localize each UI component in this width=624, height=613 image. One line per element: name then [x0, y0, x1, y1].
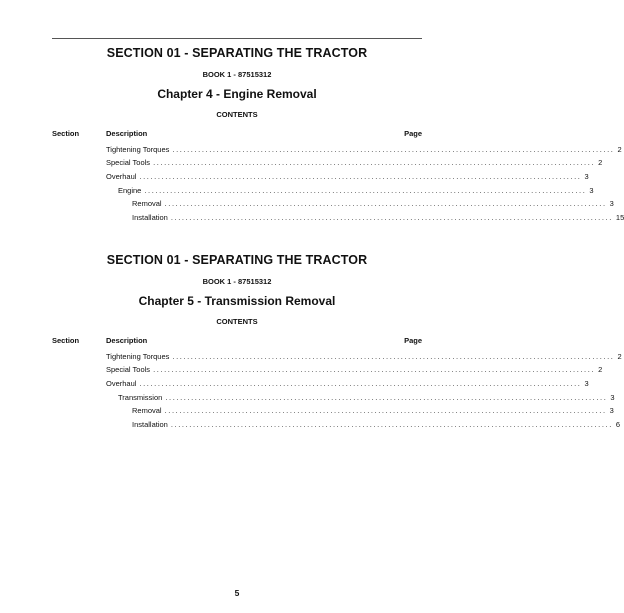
section-title: SECTION 01 - SEPARATING THE TRACTOR — [106, 253, 368, 267]
toc-entry — [52, 140, 622, 154]
dot-leader: ........................................................................................................................ — [153, 365, 596, 375]
toc-entry-page: 2 — [598, 365, 603, 375]
toc-entry — [52, 361, 603, 375]
toc-header — [52, 129, 422, 139]
toc-entry — [52, 388, 615, 402]
dot-leader: ........................................................................................................................ — [172, 144, 615, 154]
header-page: Page — [404, 336, 422, 345]
toc-entry-page: 6 — [615, 420, 621, 430]
dot-leader: ........................................................................................................................ — [139, 379, 582, 389]
toc-block-chapter-4 — [52, 46, 624, 223]
toc-entry-label: Overhaul — [106, 379, 137, 389]
toc-entry-page: 3 — [610, 392, 615, 402]
dot-leader: ........................................................................................................................ — [139, 172, 582, 182]
toc-entry-label: Removal — [132, 199, 162, 209]
toc-entry — [52, 181, 594, 195]
toc-entry-page: 3 — [584, 379, 589, 389]
toc-entry-page: 3 — [609, 199, 614, 209]
book-number: BOOK 1 - 87515312 — [202, 277, 272, 286]
chapter-title: Chapter 4 - Engine Removal — [157, 87, 317, 101]
toc-entry-page: 3 — [589, 185, 594, 195]
toc-entry — [52, 208, 624, 223]
header-page: Page — [404, 129, 422, 138]
contents-heading: CONTENTS — [216, 110, 258, 119]
dot-leader: ........................................................................................................................ — [153, 158, 596, 168]
dot-leader: ........................................................................................................................ — [165, 392, 608, 402]
toc-entry — [52, 415, 621, 430]
header-section: Section — [52, 129, 80, 138]
toc-entry-label: Overhaul — [106, 172, 137, 182]
toc-list — [52, 347, 622, 430]
toc-entry-page: 2 — [617, 144, 622, 154]
toc-entry-page: 3 — [584, 172, 589, 182]
header-description: Description — [106, 336, 148, 345]
toc-entry-page: 2 — [598, 158, 603, 168]
toc-entry-page: 3 — [609, 406, 614, 416]
header-section: Section — [52, 336, 80, 345]
dot-leader: ........................................................................................................................ — [144, 185, 587, 195]
toc-entry-label: Special Tools — [106, 158, 151, 168]
toc-entry — [52, 154, 603, 168]
dot-leader: ........................................................................................................................ — [170, 213, 613, 223]
toc-list — [52, 140, 624, 223]
toc-entry — [52, 374, 589, 389]
toc-entry — [52, 347, 622, 361]
chapter-title: Chapter 5 - Transmission Removal — [138, 294, 336, 308]
toc-entry-label: Tightening Torques — [106, 144, 170, 154]
toc-entry-label: Installation — [132, 213, 168, 223]
dot-leader: ........................................................................................................................ — [164, 199, 607, 209]
top-rule — [52, 38, 422, 39]
toc-entry-label: Tightening Torques — [106, 351, 170, 361]
contents-heading: CONTENTS — [216, 317, 258, 326]
toc-entry-label: Engine — [118, 185, 142, 195]
toc-entry-page: 15 — [615, 213, 624, 223]
toc-entry — [52, 195, 614, 209]
toc-entry-page: 2 — [617, 351, 622, 361]
toc-entry-label: Removal — [132, 406, 162, 416]
toc-entry-label: Installation — [132, 420, 168, 430]
toc-entry — [52, 167, 589, 182]
toc-entry-label: Transmission — [118, 392, 163, 402]
toc-entry-label: Special Tools — [106, 365, 151, 375]
page-number: 5 — [234, 588, 240, 598]
toc-header — [52, 336, 422, 346]
book-number: BOOK 1 - 87515312 — [202, 70, 272, 79]
dot-leader: ........................................................................................................................ — [172, 351, 615, 361]
dot-leader: ........................................................................................................................ — [170, 420, 613, 430]
toc-entry — [52, 402, 614, 416]
toc-block-chapter-5 — [52, 253, 622, 430]
dot-leader: ........................................................................................................................ — [164, 406, 607, 416]
section-title: SECTION 01 - SEPARATING THE TRACTOR — [106, 46, 368, 60]
header-description: Description — [106, 129, 148, 138]
